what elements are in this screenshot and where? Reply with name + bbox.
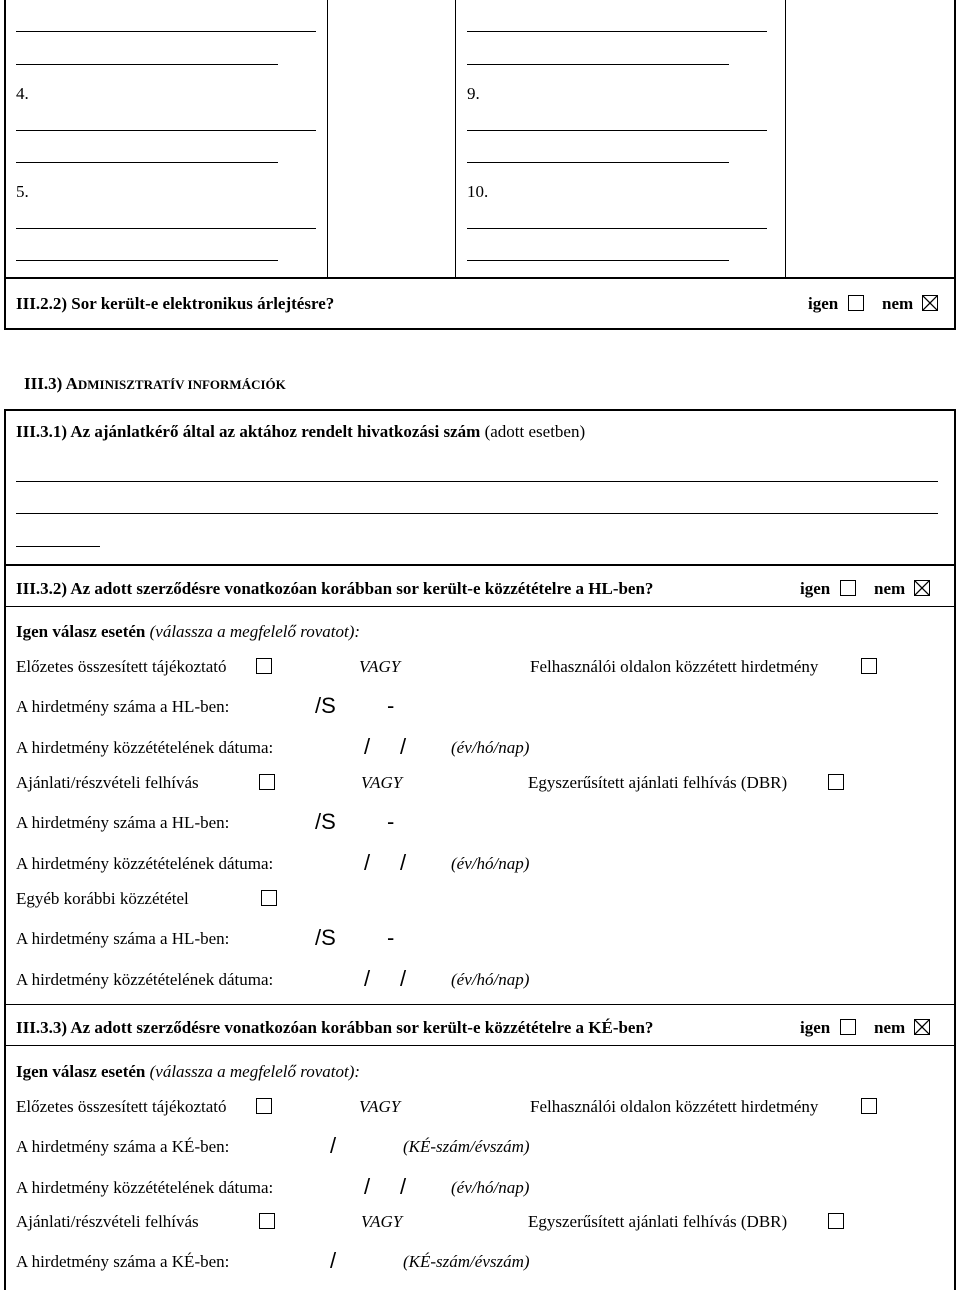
frame-right-border (954, 410, 956, 1290)
ke-slash: / (330, 1133, 337, 1158)
frame-left-border (4, 410, 6, 1290)
fill-line (16, 228, 316, 229)
check-cross-icon (914, 1019, 930, 1035)
yes-label: igen (808, 294, 839, 313)
publication-date-label: A hirdetmény közzétételének dátuma: (16, 970, 274, 989)
date-format: (év/hó/nap) (451, 970, 530, 989)
section-separator (4, 1045, 956, 1046)
no-checkbox-checked[interactable] (922, 295, 938, 311)
fill-line (16, 31, 316, 32)
contract-notice-checkbox[interactable] (259, 1213, 275, 1229)
notice-number-ke-label: A hirdetmény száma a KÉ-ben: (16, 1137, 230, 1156)
table-right-border (954, 0, 956, 330)
publication-date-label: A hirdetmény közzétételének dátuma: (16, 854, 274, 873)
no-label: nem (874, 1018, 906, 1037)
question-3-3-1-suffix: (adott esetben) (484, 422, 586, 441)
ke-slash: / (330, 1248, 337, 1273)
publication-date-label: A hirdetmény közzétételének dátuma: (16, 1178, 274, 1197)
section-separator (4, 1004, 956, 1005)
option-dbr: Egyszerűsített ajánlati felhívás (DBR) (528, 773, 788, 792)
notice-number-ke-label: A hirdetmény száma a KÉ-ben: (16, 1252, 230, 1271)
table-divider-3 (785, 0, 786, 278)
fill-line (16, 64, 278, 65)
slash-s: /S (315, 693, 336, 718)
table-bottom-border (4, 328, 956, 330)
option-contract-notice: Ajánlati/részvételi felhívás (16, 1212, 199, 1231)
date-slash-2: / (400, 850, 407, 875)
list-number-5: 5. (16, 182, 29, 201)
question-3-2-2: III.2.2) Sor került-e elektronikus árlejtésre? (16, 294, 335, 313)
section-separator (4, 564, 956, 566)
dash: - (387, 809, 395, 834)
notice-number-label: A hirdetmény száma a HL-ben: (16, 929, 230, 948)
no-checkbox-checked[interactable] (914, 1019, 930, 1035)
date-format: (év/hó/nap) (451, 1178, 530, 1197)
option-dbr: Egyszerűsített ajánlati felhívás (DBR) (528, 1212, 788, 1231)
if-yes-italic: (válassza a megfelelő rovatot): (149, 1062, 361, 1081)
option-buyer-profile: Felhasználói oldalon közzétett hirdetmény (530, 1097, 819, 1116)
fill-line (16, 513, 938, 514)
frame-top-border (4, 409, 956, 411)
dbr-checkbox[interactable] (828, 774, 844, 790)
if-yes-bold: Igen válasz esetén (16, 1062, 146, 1081)
table-row-separator (4, 277, 956, 279)
date-slash-1: / (364, 1174, 371, 1199)
date-slash-1: / (364, 850, 371, 875)
option-buyer-profile: Felhasználói oldalon közzétett hirdetmény (530, 657, 819, 676)
notice-number-label: A hirdetmény száma a HL-ben: (16, 697, 230, 716)
question-3-3-1-text: III.3.1) Az ajánlatkérő által az aktához rendelt hivatkozási szám (16, 422, 481, 441)
question-3-3-2: III.3.2) Az adott szerződésre vonatkozóan korábban sor került-e közzétételre a HL-ben? (16, 579, 654, 598)
buyer-profile-checkbox[interactable] (861, 658, 877, 674)
yes-label: igen (800, 579, 831, 598)
yes-label: igen (800, 1018, 831, 1037)
question-3-3-1 (16, 422, 585, 442)
fill-line (467, 130, 767, 131)
date-slash-2: / (400, 734, 407, 759)
or-label: VAGY (359, 657, 401, 676)
question-3-3-3: III.3.3) Az adott szerződésre vonatkozóan korábban sor került-e közzétételre a KÉ-ben? (16, 1018, 654, 1037)
prior-info-checkbox[interactable] (256, 1098, 272, 1114)
table-left-border (4, 0, 6, 330)
fill-line (467, 228, 767, 229)
date-slash-1: / (364, 734, 371, 759)
dbr-checkbox[interactable] (828, 1213, 844, 1229)
list-number-4: 4. (16, 84, 29, 103)
if-yes-italic: (válassza a megfelelő rovatot): (149, 622, 361, 641)
if-yes-bold: Igen válasz esetén (16, 622, 146, 641)
date-slash-1: / (364, 966, 371, 991)
fill-line (16, 130, 316, 131)
yes-checkbox[interactable] (840, 580, 856, 596)
fill-line (467, 260, 729, 261)
if-yes-instruction (16, 1062, 360, 1082)
contract-notice-checkbox[interactable] (259, 774, 275, 790)
fill-line (467, 31, 767, 32)
section-heading-rest: DMINISZTRATÍV INFORMÁCIÓK (77, 377, 286, 392)
fill-line (467, 64, 729, 65)
option-contract-notice: Ajánlati/részvételi felhívás (16, 773, 199, 792)
section-separator (4, 606, 956, 607)
fill-line (467, 162, 729, 163)
option-prior-info: Előzetes összesített tájékoztató (16, 1097, 227, 1116)
ke-format: (KÉ-szám/évszám) (403, 1137, 530, 1156)
or-label: VAGY (361, 773, 403, 792)
slash-s: /S (315, 925, 336, 950)
or-label: VAGY (359, 1097, 401, 1116)
date-slash-2: / (400, 966, 407, 991)
check-cross-icon (914, 580, 930, 596)
buyer-profile-checkbox[interactable] (861, 1098, 877, 1114)
list-number-10: 10. (467, 182, 489, 201)
date-format: (év/hó/nap) (451, 738, 530, 757)
option-other-publication: Egyéb korábbi közzététel (16, 889, 189, 908)
dash: - (387, 925, 395, 950)
date-format: (év/hó/nap) (451, 854, 530, 873)
no-label: nem (874, 579, 906, 598)
yes-checkbox[interactable] (848, 295, 864, 311)
no-checkbox-checked[interactable] (914, 580, 930, 596)
fill-line (16, 481, 938, 482)
no-label: nem (882, 294, 914, 313)
date-slash-2: / (400, 1174, 407, 1199)
fill-line (16, 546, 100, 547)
table-divider-1 (327, 0, 328, 278)
option-prior-info: Előzetes összesített tájékoztató (16, 657, 227, 676)
or-label: VAGY (361, 1212, 403, 1231)
yes-checkbox[interactable] (840, 1019, 856, 1035)
if-yes-instruction (16, 622, 360, 642)
table-divider-2 (455, 0, 456, 278)
section-heading-3-3 (24, 374, 286, 394)
notice-number-label: A hirdetmény száma a HL-ben: (16, 813, 230, 832)
section-heading-prefix: III.3) A (24, 374, 78, 393)
list-number-9: 9. (467, 84, 480, 103)
slash-s: /S (315, 809, 336, 834)
publication-date-label: A hirdetmény közzétételének dátuma: (16, 738, 274, 757)
check-cross-icon (922, 295, 938, 311)
fill-line (16, 260, 278, 261)
prior-info-checkbox[interactable] (256, 658, 272, 674)
dash: - (387, 693, 395, 718)
fill-line (16, 162, 278, 163)
ke-format: (KÉ-szám/évszám) (403, 1252, 530, 1271)
other-publication-checkbox[interactable] (261, 890, 277, 906)
